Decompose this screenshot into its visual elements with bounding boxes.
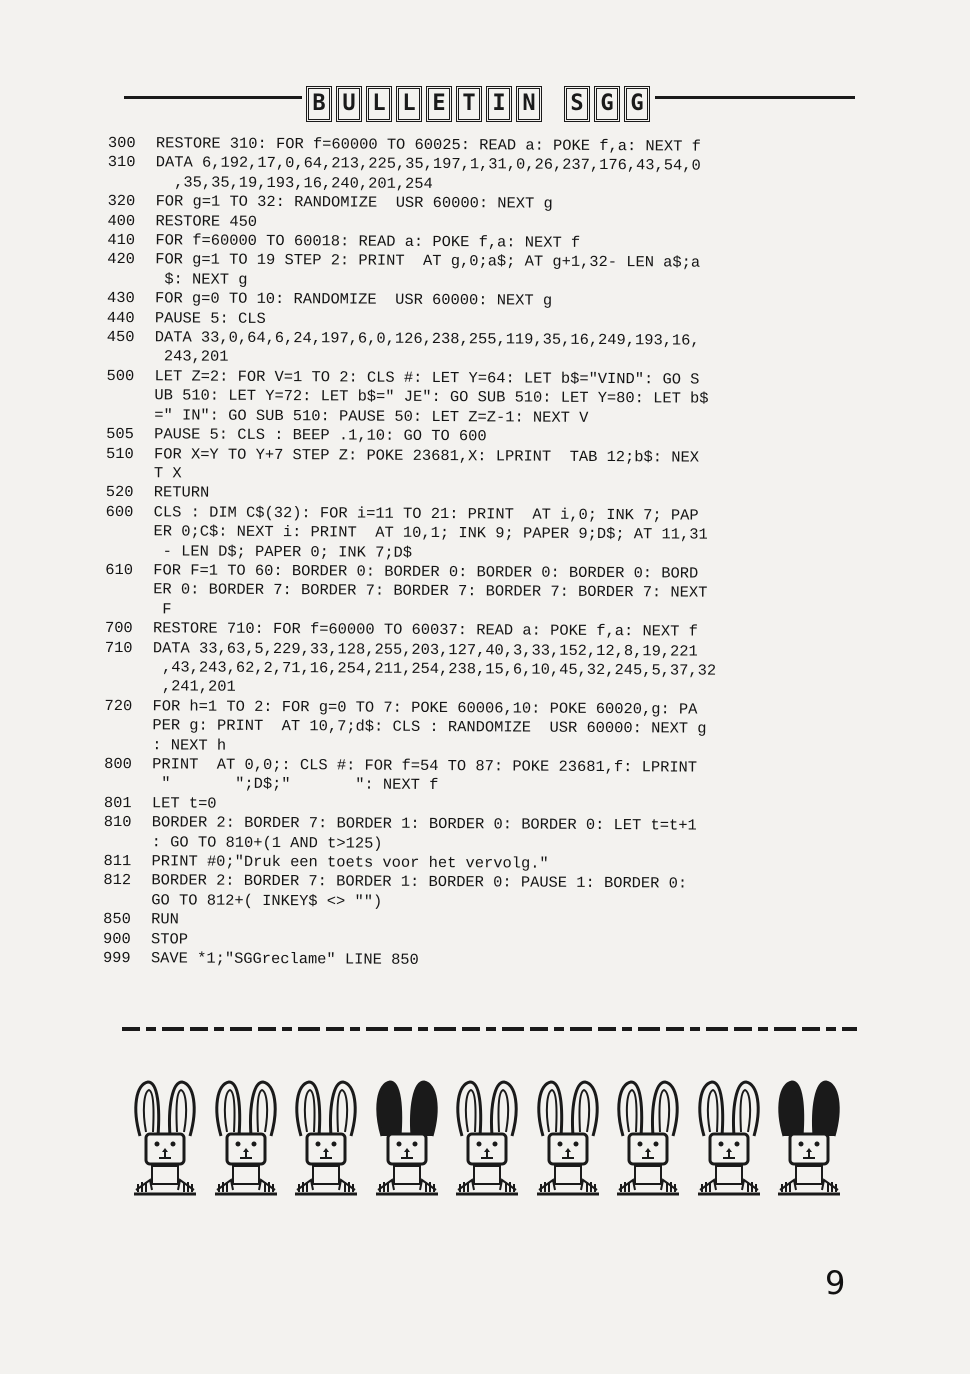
line-statement: ,43,243,62,2,71,16,254,211,254,238,15,6,10,45,32,245,5,37,32 bbox=[152, 658, 717, 680]
line-statement: LET Z=2: FOR V=1 TO 2: CLS #: LET Y=64: LET b$="VIND": GO S bbox=[154, 367, 700, 389]
page-number: 9 bbox=[825, 1264, 846, 1302]
line-statement: : NEXT h bbox=[152, 735, 227, 755]
line-statement: DATA 33,63,5,229,33,128,255,203,127,40,3,33,152,12,8,19,221 bbox=[152, 638, 698, 661]
line-number: 900 bbox=[103, 929, 131, 948]
title-letter: U bbox=[336, 86, 362, 122]
line-number: 600 bbox=[105, 502, 134, 521]
bunny-illustration bbox=[776, 1078, 842, 1198]
bunny-illustration bbox=[374, 1078, 440, 1198]
line-statement: ,35,35,19,193,16,240,201,254 bbox=[155, 173, 433, 193]
bunny-illustration bbox=[213, 1078, 279, 1198]
line-statement: CLS : DIM C$(32): FOR i=11 TO 21: PRINT AT i,0; INK 7; PAP bbox=[153, 503, 699, 525]
line-number bbox=[105, 677, 153, 697]
line-statement: - LEN D$; PAPER 0; INK 7;D$ bbox=[153, 541, 413, 562]
line-number bbox=[107, 347, 155, 367]
code-line bbox=[103, 949, 863, 973]
line-number: 310 bbox=[107, 153, 136, 172]
line-statement: PAUSE 5: CLS : BEEP .1,10: GO TO 600 bbox=[154, 425, 487, 446]
line-number bbox=[106, 522, 154, 542]
line-number: 610 bbox=[105, 560, 134, 580]
line-statement: $: NEXT g bbox=[155, 270, 248, 289]
line-statement: ,241,201 bbox=[152, 677, 236, 697]
line-number bbox=[104, 833, 152, 853]
title-letter: L bbox=[396, 86, 422, 122]
line-statement: FOR g=1 TO 32: RANDOMIZE USR 60000: NEXT g bbox=[155, 192, 553, 213]
title-letter: S bbox=[564, 86, 590, 122]
line-statement: PAUSE 5: CLS bbox=[154, 308, 266, 328]
title-letter: I bbox=[486, 86, 512, 122]
line-statement: FOR f=60000 TO 60018: READ a: POKE f,a: NEXT f bbox=[155, 231, 581, 252]
line-number: 410 bbox=[107, 231, 136, 250]
line-statement: GO TO 812+( INKEY$ <> "") bbox=[151, 891, 383, 911]
line-number: 420 bbox=[107, 250, 136, 269]
line-statement: SAVE *1;"SGGreclame" LINE 850 bbox=[150, 949, 419, 969]
line-number: 500 bbox=[106, 366, 135, 386]
line-number: 801 bbox=[103, 793, 132, 812]
line-statement: RESTORE 710: FOR f=60000 TO 60037: READ a: POKE f,a: NEXT f bbox=[152, 619, 698, 641]
line-statement: UB 510: LET Y=72: LET b$=" JE": GO SUB 510: LET Y=80: LET b$ bbox=[154, 386, 709, 408]
title-letter: G bbox=[594, 86, 620, 122]
line-statement: DATA 33,0,64,6,24,197,6,0,126,238,255,119,35,16,249,193,16, bbox=[154, 328, 700, 350]
line-number bbox=[106, 406, 154, 426]
line-number: 812 bbox=[103, 871, 132, 890]
line-statement: FOR X=Y TO Y+7 STEP Z: POKE 23681,X: LPRINT TAB 12;b$: NEX bbox=[153, 444, 700, 467]
line-statement: T X bbox=[153, 464, 182, 483]
line-number: 440 bbox=[106, 308, 135, 327]
line-number: 810 bbox=[103, 813, 132, 832]
line-statement: DATA 6,192,17,0,64,213,225,35,197,1,31,0,26,237,176,43,54,0 bbox=[155, 153, 701, 176]
line-number: 505 bbox=[106, 425, 134, 444]
line-statement: " ";D$;" ": NEXT f bbox=[151, 774, 439, 795]
line-statement: PER g: PRINT AT 10,7;d$: CLS : RANDOMIZE USR 60000: NEXT g bbox=[152, 716, 707, 738]
line-number: 430 bbox=[106, 289, 135, 308]
line-statement: F bbox=[153, 600, 172, 619]
line-statement: PRINT #0;"Druk een toets voor het vervolg." bbox=[151, 852, 549, 873]
line-statement: FOR g=0 TO 10: RANDOMIZE USR 60000: NEXT g bbox=[154, 289, 553, 310]
line-number: 800 bbox=[104, 754, 132, 774]
line-number: 720 bbox=[104, 696, 133, 715]
line-number: 700 bbox=[104, 619, 133, 638]
bunny-illustration bbox=[535, 1078, 601, 1198]
line-number bbox=[104, 716, 152, 736]
title-letter: B bbox=[306, 86, 332, 122]
bulletin-title bbox=[302, 80, 654, 128]
line-number: 400 bbox=[107, 211, 136, 230]
line-statement: FOR h=1 TO 2: FOR g=0 TO 7: POKE 60006,10: POKE 60020,g: PA bbox=[152, 697, 698, 719]
bunny-illustration bbox=[696, 1078, 762, 1198]
line-number: 811 bbox=[103, 852, 132, 871]
line-statement: 243,201 bbox=[154, 347, 229, 367]
line-statement: ER 0: BORDER 7: BORDER 7: BORDER 7: BORDER 7: BORDER 7: NEXT bbox=[153, 580, 708, 603]
line-number bbox=[106, 464, 154, 484]
dashed-divider bbox=[122, 1024, 857, 1034]
line-statement: STOP bbox=[151, 929, 189, 949]
line-number bbox=[105, 658, 153, 678]
line-statement: RUN bbox=[151, 910, 179, 929]
line-number: 300 bbox=[107, 134, 136, 153]
bunny-illustration bbox=[454, 1078, 520, 1198]
line-number bbox=[105, 600, 153, 620]
line-number: 320 bbox=[107, 192, 136, 211]
title-letter: G bbox=[624, 86, 650, 122]
basic-program-listing bbox=[103, 134, 868, 1019]
bunny-row bbox=[132, 1078, 842, 1198]
title-letter: N bbox=[516, 86, 542, 122]
line-number bbox=[103, 891, 151, 911]
line-statement: =" IN": GO SUB 510: PAUSE 50: LET Z=Z-1: NEXT V bbox=[154, 405, 589, 427]
line-number bbox=[107, 270, 155, 290]
line-number: 710 bbox=[104, 638, 133, 657]
line-number bbox=[105, 542, 153, 562]
line-statement: FOR F=1 TO 60: BORDER 0: BORDER 0: BORDER 0: BORDER 0: BORD bbox=[153, 561, 699, 583]
title-letter: L bbox=[366, 86, 392, 122]
line-statement: PRINT AT 0,0;: CLS #: FOR f=54 TO 87: POKE 23681,f: LPRINT bbox=[152, 755, 698, 777]
bunny-illustration bbox=[132, 1078, 198, 1198]
header-rule-right bbox=[655, 96, 855, 99]
line-statement: ER 0;C$: NEXT i: PRINT AT 10,1; INK 9; PAPER 9;D$; AT 11,31 bbox=[153, 522, 708, 544]
line-statement: RESTORE 450 bbox=[155, 211, 258, 231]
line-statement: BORDER 2: BORDER 7: BORDER 1: BORDER 0: BORDER 0: LET t=t+1 bbox=[151, 813, 697, 835]
line-number bbox=[104, 736, 152, 756]
line-number: 450 bbox=[106, 328, 135, 347]
line-statement: : GO TO 810+(1 AND t>125) bbox=[151, 832, 383, 853]
line-number bbox=[106, 386, 154, 406]
line-number bbox=[105, 580, 153, 600]
title-letter: T bbox=[456, 86, 482, 122]
line-statement: RETURN bbox=[153, 483, 210, 502]
header-rule-left bbox=[124, 96, 302, 99]
line-statement: FOR g=1 TO 19 STEP 2: PRINT AT g,0;a$; AT g+1,32- LEN a$;a bbox=[155, 250, 701, 273]
line-number: 999 bbox=[102, 949, 131, 968]
bunny-illustration bbox=[615, 1078, 681, 1198]
line-statement: BORDER 2: BORDER 7: BORDER 1: BORDER 0: PAUSE 1: BORDER 0: bbox=[151, 871, 688, 893]
line-statement: LET t=0 bbox=[151, 794, 217, 813]
line-number: 520 bbox=[105, 483, 134, 502]
title-letter: E bbox=[426, 86, 452, 122]
line-number bbox=[104, 774, 152, 794]
bunny-illustration bbox=[293, 1078, 359, 1198]
line-number: 510 bbox=[105, 444, 134, 463]
line-statement: RESTORE 310: FOR f=60000 TO 60025: READ a: POKE f,a: NEXT f bbox=[155, 134, 701, 156]
line-number bbox=[108, 173, 156, 193]
line-number: 850 bbox=[103, 910, 131, 929]
